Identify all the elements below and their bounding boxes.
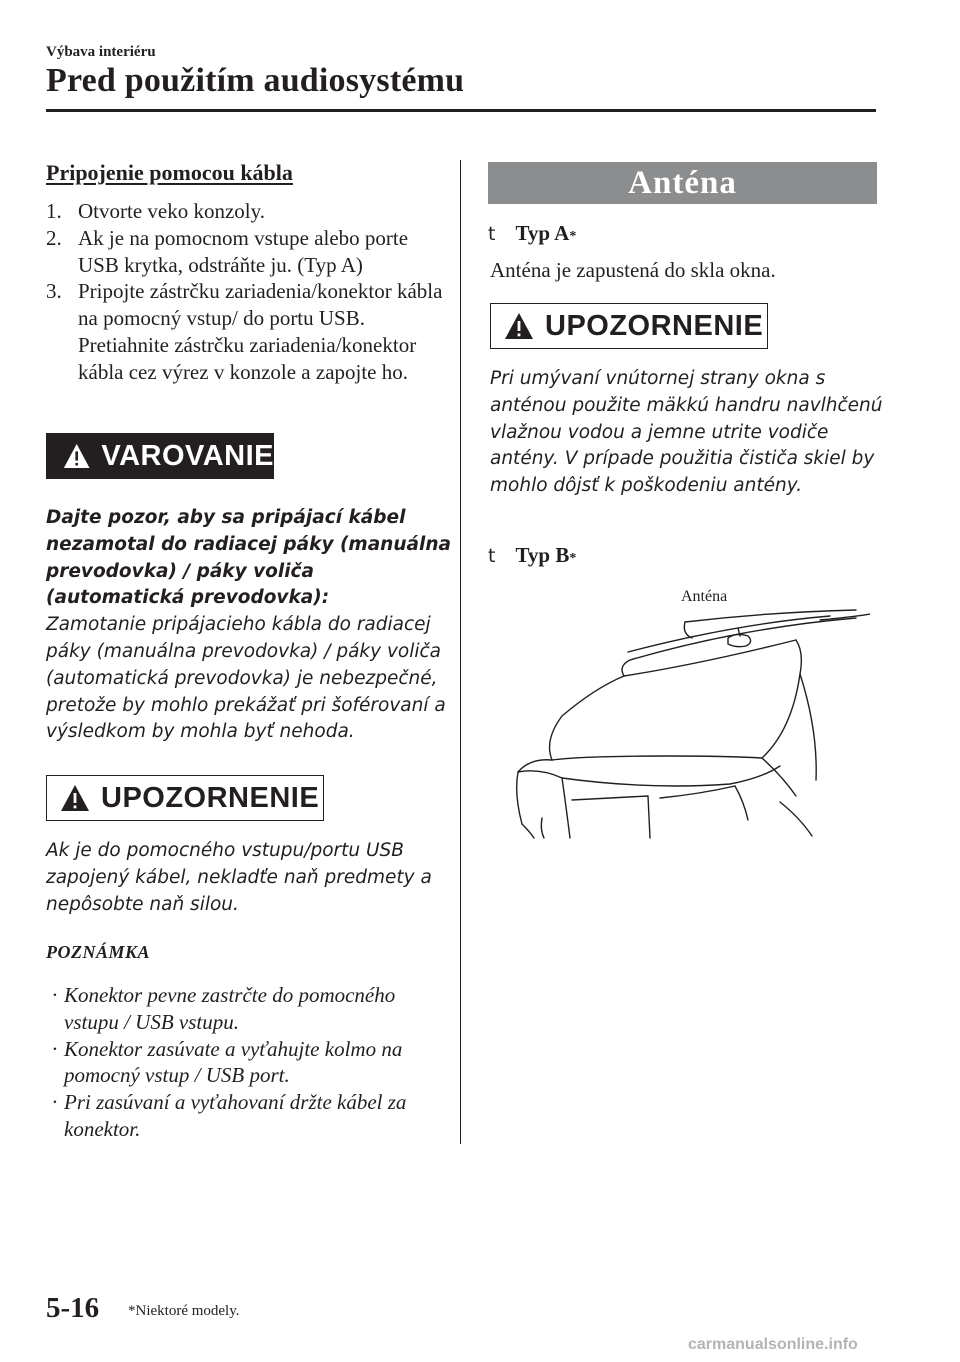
- note-heading: POZNÁMKA: [46, 942, 151, 962]
- warning-bold-text: Dajte pozor, aby sa pripájací kábel nezamotal do radiacej páky (manuálna prevodovka) / páky voliča (automatická prevodovka):: [46, 507, 451, 609]
- step-number: 3.: [46, 279, 62, 304]
- caution-label: UPOZORNENIE: [545, 309, 764, 342]
- type-a-heading: [488, 221, 576, 246]
- footnote: *Niektoré modely.: [128, 1303, 240, 1319]
- warning-icon: [62, 441, 91, 471]
- page-title: Pred použitím audiosystému: [46, 62, 465, 99]
- note-text: Pri zasúvaní a vyťahovaní držte kábel za konektor.: [64, 1090, 407, 1141]
- caution-text: Ak je do pomocného vstupu/portu USB zapojený kábel, nekladťe naň predmety a nepôsobte naň silou.: [46, 840, 432, 915]
- list-item: · Pri zasúvaní a vyťahovaní držte kábel za konektor.: [52, 1090, 407, 1141]
- list-item: [46, 198, 446, 225]
- note-text: Konektor zasúvate a vyťahujte kolmo na pomocný vstup / USB port.: [64, 1036, 403, 1088]
- list-item: [46, 278, 446, 385]
- asterisk: *: [569, 551, 577, 566]
- step-number: 1.: [46, 199, 62, 223]
- breadcrumb: Výbava interiéru: [46, 44, 156, 60]
- caution-box-antenna: [490, 303, 768, 349]
- type-b-title: Typ B: [515, 543, 570, 567]
- caution-icon: [503, 311, 535, 341]
- section-marker: t: [488, 545, 496, 567]
- warning-body-text: Zamotanie pripájacieho kábla do radiacej páky (manuálna prevodovka) / páky voliča (automatická prevodovka) je nebezpečné, pretože by mohlo prekážať pri šoférovaní a výsledkom by mohla byť nehoda.: [46, 614, 446, 743]
- steps-list: [46, 198, 446, 386]
- caution-icon: [59, 783, 91, 813]
- warning-box: [46, 433, 274, 479]
- step-number: 2.: [46, 225, 62, 250]
- header-rule: [46, 109, 876, 112]
- section-heading-cable: Pripojenie pomocou kábla: [46, 160, 293, 185]
- column-divider: [460, 160, 461, 1144]
- warning-label: VAROVANIE: [101, 439, 274, 472]
- type-a-title: Typ A: [515, 221, 570, 245]
- car-rear-antenna-illustration: [500, 580, 870, 840]
- step-text: Pripojte zástrčku zariadenia/konektor kábla na pomocný vstup/ do portu USB. Pretiahnite zástrčku zariadenia/konektor kábla cez výrez v konzole a zapojte ho.: [78, 279, 443, 384]
- asterisk: *: [569, 229, 577, 244]
- watermark: carmanualsonline.info: [688, 1336, 858, 1353]
- note-list: [46, 982, 446, 1143]
- note-text: Konektor pevne zastrčte do pomocného vstupu / USB vstupu.: [64, 983, 396, 1034]
- list-item: · Konektor zasúvate a vyťahujte kolmo na pomocný vstup / USB port.: [52, 1036, 403, 1088]
- list-item: · Konektor pevne zastrčte do pomocného vstupu / USB vstupu.: [52, 983, 396, 1034]
- warning-text: [46, 505, 451, 746]
- caution-text-antenna: Pri umývaní vnútornej strany okna s anténou použite mäkkú handru navlhčenú vlažnou vodou a jemne utrite vodiče antény. V prípade použitia čističa skiel by mohlo dôjsť k poškodeniu antény.: [490, 368, 883, 497]
- section-banner-antenna: Anténa: [488, 162, 877, 204]
- step-text: Ak je na pomocnom vstupe alebo porte USB krytka, odstráňte ju. (Typ A): [78, 225, 409, 277]
- page-number: 5-16: [46, 1292, 100, 1324]
- step-text: Otvorte veko konzoly.: [78, 199, 266, 223]
- caution-box: [46, 775, 324, 821]
- list-item: [46, 225, 446, 279]
- section-marker: t: [488, 223, 496, 245]
- type-b-heading: [488, 543, 576, 568]
- caution-label: UPOZORNENIE: [101, 781, 320, 814]
- figure-label-antenna: Anténa: [681, 588, 728, 605]
- type-a-text: Anténa je zapustená do skla okna.: [490, 258, 776, 282]
